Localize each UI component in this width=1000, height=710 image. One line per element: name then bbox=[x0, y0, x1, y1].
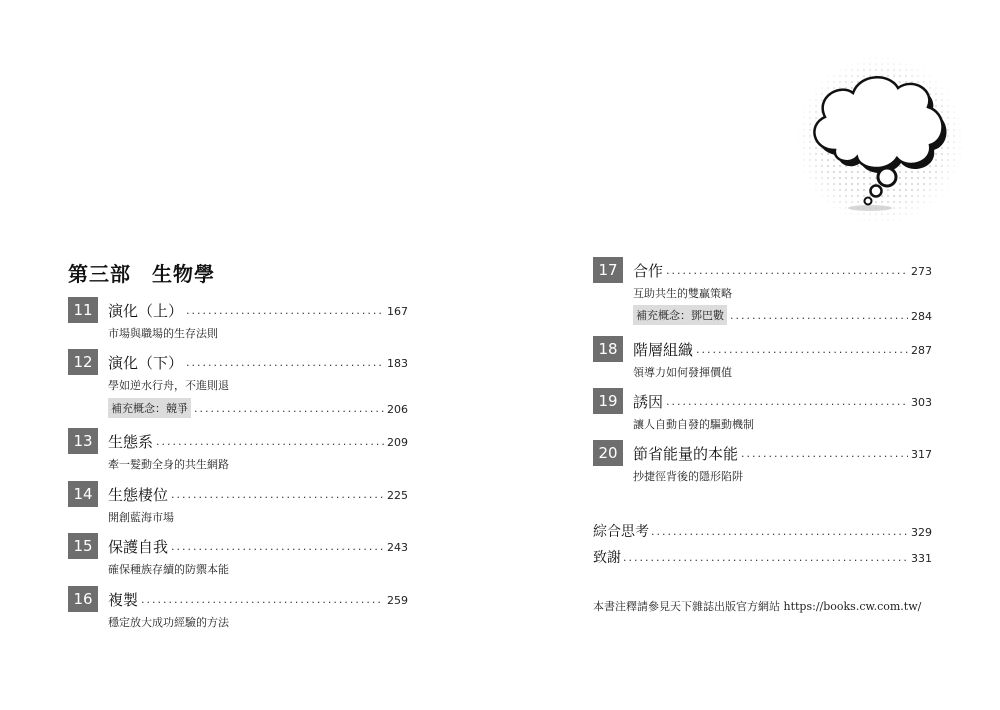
dot-leader bbox=[623, 544, 908, 570]
page-number: 243 bbox=[387, 540, 408, 554]
toc-entry-chapter-14[interactable] bbox=[68, 481, 408, 527]
toc-entry-chapter-17[interactable] bbox=[593, 257, 932, 303]
chapter-subtitle: 市場與職場的生存法則 bbox=[108, 327, 218, 340]
dot-leader bbox=[194, 395, 384, 421]
chapter-title: 複製 bbox=[108, 590, 139, 609]
chapter-subtitle: 開創藍海市場 bbox=[108, 511, 174, 524]
page-number: 183 bbox=[387, 356, 408, 370]
dot-leader bbox=[171, 533, 384, 559]
toc-entry-chapter-12[interactable] bbox=[68, 349, 408, 395]
page-number: 273 bbox=[911, 264, 932, 278]
chapter-number-box: 11 bbox=[68, 297, 98, 323]
back-matter-title: 致謝 bbox=[593, 550, 621, 566]
toc-entry-supplement-dunbar-number[interactable] bbox=[633, 305, 932, 325]
toc-entry-chapter-13[interactable] bbox=[68, 428, 408, 474]
chapter-title: 誘因 bbox=[633, 392, 664, 411]
page-number: 331 bbox=[911, 551, 932, 565]
page-number: 329 bbox=[911, 525, 932, 539]
toc-entry-chapter-15[interactable] bbox=[68, 533, 408, 579]
part-title: 第三部 生物學 bbox=[68, 262, 215, 286]
notes-footnote: 本書注釋請參見天下雜誌出版官方網站 https://books.cw.com.tw/ bbox=[593, 600, 922, 613]
toc-entry-chapter-20[interactable] bbox=[593, 440, 932, 486]
page-number: 317 bbox=[911, 447, 932, 461]
dot-leader bbox=[651, 518, 908, 544]
chapter-title: 階層組織 bbox=[633, 340, 694, 359]
chapter-subtitle: 領導力如何發揮價值 bbox=[633, 366, 732, 379]
chapter-number-box: 16 bbox=[68, 586, 98, 612]
dot-leader bbox=[186, 297, 384, 323]
chapter-subtitle: 抄捷徑背後的隱形陷阱 bbox=[633, 470, 743, 483]
page-number: 303 bbox=[911, 395, 932, 409]
back-matter-title: 綜合思考 bbox=[593, 524, 649, 540]
chapter-subtitle: 互助共生的雙贏策略 bbox=[633, 287, 732, 300]
chapter-title: 合作 bbox=[633, 261, 664, 280]
chapter-number-box: 20 bbox=[593, 440, 623, 466]
chapter-number-box: 13 bbox=[68, 428, 98, 454]
thought-bubble-illustration bbox=[795, 55, 965, 225]
dot-leader bbox=[666, 257, 908, 283]
chapter-number-box: 14 bbox=[68, 481, 98, 507]
supplement-label: 補充概念：鄧巴數 bbox=[633, 305, 727, 325]
dot-leader bbox=[186, 349, 384, 375]
toc-entry-chapter-19[interactable] bbox=[593, 388, 932, 434]
dot-leader bbox=[741, 440, 908, 466]
page-number: 206 bbox=[387, 402, 408, 416]
dot-leader bbox=[666, 388, 908, 414]
page-number: 167 bbox=[387, 304, 408, 318]
chapter-subtitle: 牽一髮動全身的共生網路 bbox=[108, 458, 229, 471]
chapter-subtitle: 穩定放大成功經驗的方法 bbox=[108, 616, 229, 629]
page-number: 225 bbox=[387, 488, 408, 502]
chapter-number-box: 18 bbox=[593, 336, 623, 362]
toc-entry-acknowledgements[interactable] bbox=[593, 546, 932, 568]
toc-entry-synthesis[interactable] bbox=[593, 520, 932, 542]
chapter-title: 演化（上） bbox=[108, 301, 184, 320]
page-number: 287 bbox=[911, 343, 932, 357]
dot-leader bbox=[156, 428, 384, 454]
chapter-title: 生態棲位 bbox=[108, 485, 169, 504]
toc-entry-chapter-18[interactable] bbox=[593, 336, 932, 382]
chapter-number-box: 12 bbox=[68, 349, 98, 375]
chapter-subtitle: 讓人自動自發的驅動機制 bbox=[633, 418, 754, 431]
chapter-number-box: 15 bbox=[68, 533, 98, 559]
dot-leader bbox=[730, 302, 908, 328]
chapter-title: 演化（下） bbox=[108, 353, 184, 372]
chapter-subtitle: 確保種族存續的防禦本能 bbox=[108, 563, 229, 576]
toc-entry-chapter-16[interactable] bbox=[68, 586, 408, 632]
toc-entry-chapter-11[interactable] bbox=[68, 297, 408, 343]
page-number: 284 bbox=[911, 309, 932, 323]
chapter-title: 保護自我 bbox=[108, 537, 169, 556]
chapter-number-box: 17 bbox=[593, 257, 623, 283]
chapter-title: 節省能量的本能 bbox=[633, 444, 739, 463]
dot-leader bbox=[696, 336, 908, 362]
page-number: 259 bbox=[387, 593, 408, 607]
chapter-subtitle: 學如逆水行舟，不進則退 bbox=[108, 379, 229, 392]
chapter-number-box: 19 bbox=[593, 388, 623, 414]
page-number: 209 bbox=[387, 435, 408, 449]
dot-leader bbox=[141, 586, 384, 612]
chapter-title: 生態系 bbox=[108, 432, 154, 451]
dot-leader bbox=[171, 481, 384, 507]
toc-entry-supplement-competition[interactable] bbox=[108, 398, 408, 418]
supplement-label: 補充概念：競爭 bbox=[108, 398, 191, 418]
